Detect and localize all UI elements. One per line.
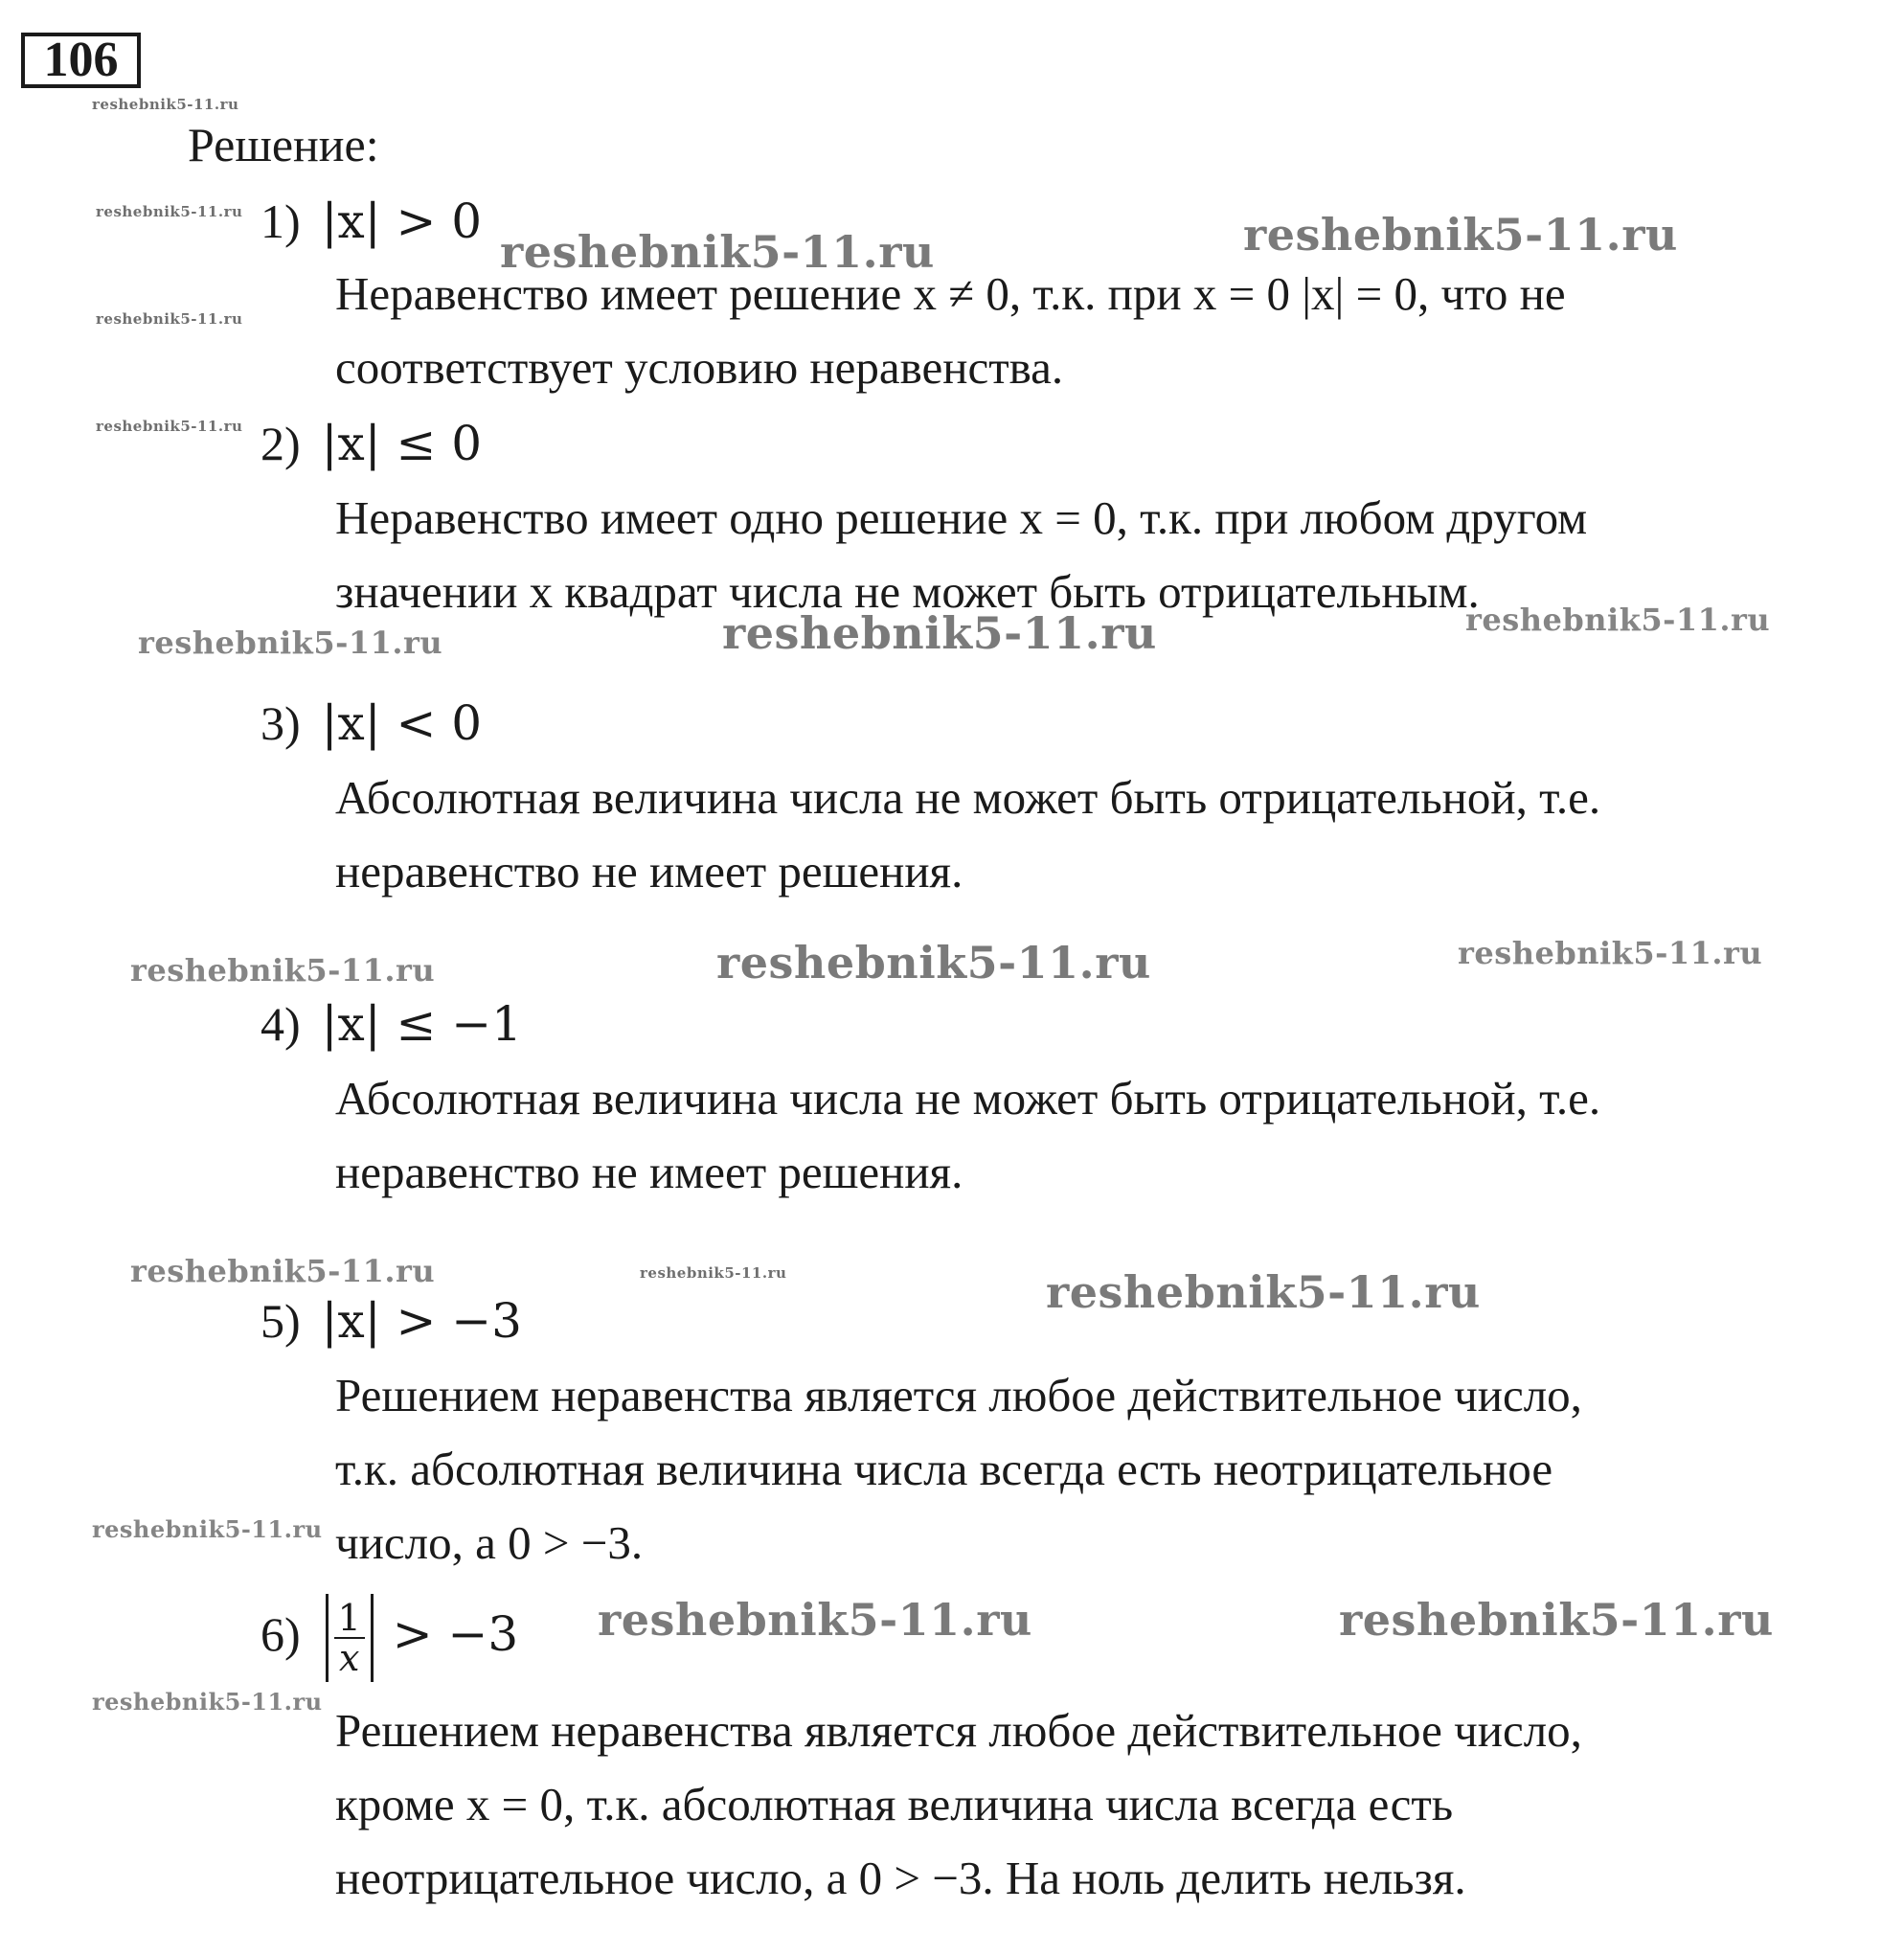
item-4-label: 4) [261,997,301,1051]
item-5 [261,1289,522,1353]
item-2-line-1: Неравенство имеет одно решение x = 0, т.к. при любом другом [335,491,1588,544]
item-4 [261,992,522,1056]
item-1-formula: |x| > 0 [321,193,483,249]
watermark: reshebnik5-11.ru [96,418,243,435]
item-6-formula-rest: > −3 [392,1606,519,1662]
item-4-line-1: Абсолютная величина числа не может быть отрицательной, т.е. [335,1072,1601,1125]
item-3-label: 3) [261,696,301,750]
solution-heading: Решение: [188,118,379,171]
item-4-line-2: неравенство не имеет решения. [335,1146,963,1198]
item-3-explanation [335,761,1896,908]
item-6 [261,1590,518,1682]
fraction-numerator: 1 [334,1599,365,1639]
watermark: reshebnik5-11.ru [92,1688,323,1716]
item-6-label: 6) [261,1607,301,1661]
item-1-line-2: соответствует условию неравенства. [335,341,1064,394]
item-6-line-1: Решением неравенства является любое действительное число, [335,1704,1582,1757]
watermark: reshebnik5-11.ru [1458,935,1763,971]
item-1-line-1: Неравенство имеет решение x ≠ 0, т.к. при x = 0 |x| = 0, что не [335,267,1566,320]
watermark: reshebnik5-11.ru [96,310,243,328]
item-3 [261,692,482,755]
item-5-line-2: т.к. абсолютная величина числа всегда есть неотрицательное [335,1443,1553,1495]
item-2-line-2: значении x квадрат числа не может быть отрицательным. [335,565,1480,618]
watermark: reshebnik5-11.ru [96,203,243,220]
item-5-line-1: Решением неравенства является любое действительное число, [335,1369,1582,1421]
watermark: reshebnik5-11.ru [640,1264,787,1282]
item-1 [261,190,482,253]
item-4-formula: |x| ≤ −1 [321,996,522,1052]
item-2 [261,412,482,475]
abs-bar-left [326,1594,329,1682]
watermark: reshebnik5-11.ru [1046,1266,1481,1318]
watermark: reshebnik5-11.ru [1465,602,1771,638]
item-5-explanation [335,1358,1896,1580]
abs-bar-right [371,1594,374,1682]
item-2-formula: |x| ≤ 0 [321,416,483,471]
item-5-label: 5) [261,1294,301,1348]
item-5-line-3: число, а 0 > −3. [335,1516,644,1569]
item-1-explanation [335,257,1896,404]
item-3-formula: |x| < 0 [321,695,483,751]
watermark: reshebnik5-11.ru [500,226,935,278]
watermark: reshebnik5-11.ru [1243,209,1678,261]
problem-number: 106 [21,33,141,88]
fraction [334,1599,365,1677]
item-3-line-2: неравенство не имеет решения. [335,845,963,898]
item-6-formula [322,1597,519,1679]
watermark: reshebnik5-11.ru [138,625,443,661]
watermark: reshebnik5-11.ru [92,96,239,113]
watermark: reshebnik5-11.ru [130,952,436,989]
item-6-line-2: кроме x = 0, т.к. абсолютная величина числа всегда есть [335,1778,1454,1830]
item-5-formula: |x| > −3 [321,1293,522,1349]
item-4-explanation [335,1061,1896,1209]
watermark: reshebnik5-11.ru [716,937,1151,989]
item-2-label: 2) [261,417,301,470]
watermark: reshebnik5-11.ru [1339,1594,1774,1646]
item-3-line-1: Абсолютная величина числа не может быть отрицательной, т.е. [335,771,1601,824]
watermark: reshebnik5-11.ru [722,607,1157,659]
watermark: reshebnik5-11.ru [130,1253,436,1289]
watermark: reshebnik5-11.ru [92,1515,323,1543]
item-1-label: 1) [261,194,301,248]
item-6-line-3: неотрицательное число, а 0 > −3. На ноль делить нельзя. [335,1852,1466,1904]
watermark: reshebnik5-11.ru [598,1594,1032,1646]
fraction-denominator: x [339,1637,360,1679]
item-6-explanation [335,1694,1896,1915]
